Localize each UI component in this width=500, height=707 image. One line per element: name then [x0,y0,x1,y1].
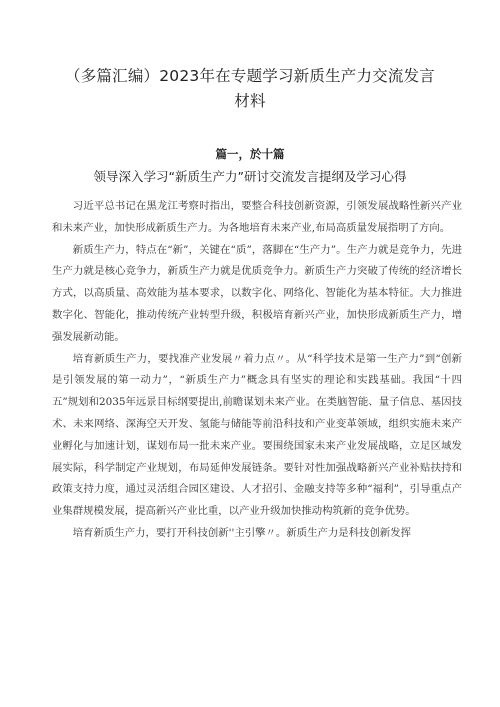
paragraph-3: 培育新质生产力，要找准产业发展〃着力点〃。从“科学技术是第一生产力”到“创新是引领发展的第一动力”，“新质生产力”概念具有坚实的理论和实践基础。我国“十四五”规划和2035年远景目标纲要提出,前瞻谋划未来产业。在类脑智能、量子信息、基因技术、未来网络、深海空天开发、氢能与储能等前沿科技和产业变革领域，组织实施未来产业孵化与加速计划，谋划布局一批未来产业。要围绕国家未来产业发展战略，立足区域发展实际，科学制定产业规划，布局延伸发展链条。要针对性加强战略新兴产业补贴扶持和政策支持力度，通过灵活组合园区建设、人才招引、金融支持等多种“福利”，引导重点产业集群规模发展，提高新兴产业比重，以产业升级加快推动构筑新的竞争优势。 [52,352,462,518]
paragraph-2: 新质生产力，特点在“新”，关键在“质”，落脚在“生产力”。生产力就是竞争力，先进生产力就是核心竞争力，新质生产力就是优质竞争力。新质生产力突破了传统的经济增长方式，以高质量、高效能为基本要求，以数字化、网络化、智能化为基本特征。大力推进数字化、智能化，推动传统产业转型升级，积极培育新兴产业，加快形成新质生产力，增强发展新动能。 [52,243,462,343]
paragraph-1: 习近平总书记在黑龙江考察时指出，要整合科技创新资源，引领发展战略性新兴产业和未来产业，加快形成新质生产力。为各地培育未来产业,布局高质量发展指明了方向。 [52,200,462,234]
document-title-line-2: 材料 [234,92,266,110]
section-title: 领导深入学习“新质生产力”研讨交流发言提纲及学习心得 [93,169,407,184]
document-title [40,64,460,114]
section-label: 篇一，於十篇 [215,147,285,161]
body-text [52,196,462,545]
document-title-line-1: （多篇汇编）2023年在专题学习新质生产力交流发言 [65,67,435,85]
paragraph-4: 培育新质生产力，要打开科技创新''主引擎〃。新质生产力是科技创新发挥 [72,526,412,539]
